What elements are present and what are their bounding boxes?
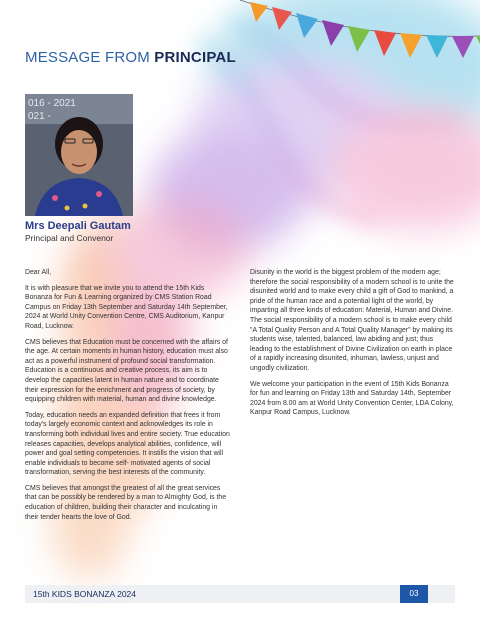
author-role: Principal and Convenor xyxy=(25,233,114,243)
flag-red-2 xyxy=(374,30,396,56)
flag-orange-1 xyxy=(250,2,268,22)
footer-bar xyxy=(25,585,455,603)
author-name: Mrs Deepali Gautam xyxy=(25,220,131,232)
flag-purple-1 xyxy=(322,20,344,46)
paragraph: Today, education needs an expanded definition that frees it from today's largely economic context and acknowledges its role in transforming both individual lives and entire society. True education releases capacities, develops analytical abilities, confidence, will power and goal setting competencies. It instills the vision that will enable individuals to become self- motivated agents of social transformation, serving the best interests of the community. xyxy=(25,411,230,477)
right-column xyxy=(250,268,457,424)
flag-red-1 xyxy=(272,7,292,30)
paragraph: CMS believes that amongst the greatest of all the great services that can be possibly be rendered by a man to Almighty God, is the education of children, building their character and inculcating in their tender hearts the love of God. xyxy=(25,484,227,521)
principal-photo xyxy=(25,94,133,216)
footer-title: 15th KIDS BONANZA 2024 xyxy=(33,589,136,599)
paragraph: Disunity in the world is the biggest problem of the modern age; therefore the social responsibility of a modern school is to unite the disunited world and to make every child a gift of God to mankind, a pride of the human race and a potential light of the world, by imparting all three kinds of education: Material, Human and Divine. The social responsibility of a modern school is to make every child "A Total Quality Person and A Total Quality Manager" by making its students wise, talented, balanced, law abiding and just; thus leading to the establishment of Divine Civilization on earth in place of a rapidly increasing disunited, inhuman, lawless, unjust and ungodly civilization. xyxy=(250,269,454,372)
bunting-flags xyxy=(0,0,480,80)
photo-backdrop-text-1: 016 - 2021 xyxy=(28,98,76,109)
flag-blue-2 xyxy=(426,35,448,58)
paragraph: We welcome your participation in the event of 15th Kids Bonanza for fun and learning on Friday 13th and Saturday 14th, September 2024 from 8.00 am at World Unity Convention Center, LDA Colony, Kanpur Road Campus, Lucknow. xyxy=(250,380,454,417)
page-number-badge: 03 xyxy=(400,585,428,603)
flag-green-2 xyxy=(476,36,480,44)
flag-purple-2 xyxy=(452,36,474,58)
salutation: Dear All, xyxy=(25,269,52,276)
flag-orange-2 xyxy=(400,33,422,58)
paragraph: It is with pleasure that we invite you to attend the 15th Kids Bonanza for Fun & Learning organized by CMS Station Road Campus on Friday 13th September and Saturday 14th September, 2024 at World Unity Convention Centre, CMS Auditorium, Kanpur Road, Lucknow. xyxy=(25,284,228,330)
left-column xyxy=(25,268,232,528)
paragraph: CMS believes that Education must be concerned with the affairs of the age. At certain moments in human history, education must also act as a powerful instrument of profound social transformation. Education is a continuous and creative process, its aim is to develop the capacities latent in human nature and to coordinate their expression for the enrichment and progress of society, by equipping children with material, human and divine knowledge. xyxy=(25,338,228,404)
photo-backdrop-text-2: 021 - xyxy=(28,111,51,122)
page-title: MESSAGE FROM PRINCIPAL xyxy=(25,49,236,66)
flag-green-1 xyxy=(348,26,370,52)
flag-blue-1 xyxy=(296,13,318,38)
